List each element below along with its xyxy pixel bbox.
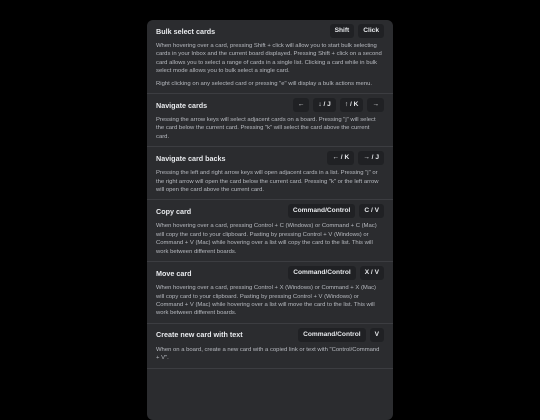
shortcut-description (156, 222, 384, 261)
shortcut-description (156, 42, 384, 93)
shortcut-header (156, 200, 384, 222)
key-badge: ↓ / J (313, 98, 335, 112)
key-badge: X / V (360, 266, 384, 280)
description-paragraph: When on a board, create a new card with a copied link or text with "Control/Command + V". (156, 346, 380, 362)
shortcut-title: Navigate card backs (156, 153, 226, 163)
shortcut-keys (327, 151, 384, 165)
shortcut-header (156, 147, 384, 169)
key-badge: Command/Control (298, 328, 366, 342)
key-badge: → / J (358, 151, 384, 165)
key-badge: ← (293, 98, 310, 112)
shortcut-title: Copy card (156, 206, 192, 216)
key-badge: Command/Control (288, 266, 356, 280)
description-paragraph: When hovering over a card, pressing Control + X (Windows) or Command + X (Mac) will copy card to your clipboard. Pasting by pressing Control + V (Windows) or Command + V (Mac) while hovering over a list will move the card to the list. This will work between different boards. (156, 285, 377, 317)
shortcut-title: Create new card with text (156, 330, 243, 340)
shortcut-description (156, 284, 384, 323)
shortcut-section-copy-card (147, 200, 393, 262)
description-paragraph: Pressing the left and right arrow keys will open adjacent cards in a list. Pressing "j" or the right arrow will open the card below the current card. Pressing "k" or the left arrow will open the card above the current card. (156, 170, 379, 194)
shortcut-keys (298, 328, 384, 342)
shortcut-description (156, 169, 384, 199)
key-badge: ↑ / K (340, 98, 364, 112)
shortcut-section-navigate-card-backs (147, 147, 393, 200)
description-paragraph: Right clicking on any selected card or pressing "e" will display a bulk actions menu. (156, 80, 373, 87)
shortcut-header (156, 20, 384, 42)
shortcuts-panel (147, 20, 393, 420)
shortcut-section-navigate-cards (147, 94, 393, 147)
shortcut-keys (293, 98, 384, 112)
description-paragraph: When hovering over a card, pressing Shift + click will allow you to start bulk selecting cards in your Inbox and the current board displayed. Pressing Shift + click on a second card allows you to select a range of cards in a single list. Clicking a card while in bulk select mode allows you to bulk select a single card. (156, 43, 382, 75)
shortcut-section-create-new-card-with-text (147, 324, 393, 369)
shortcut-keys (330, 24, 384, 38)
key-badge: Shift (330, 24, 355, 38)
shortcut-title: Move card (156, 268, 192, 278)
description-paragraph: Pressing the arrow keys will select adjacent cards on a board. Pressing "j" will select the card below the current card. Pressing "k" will select the card above the current card. (156, 117, 376, 140)
shortcut-description (156, 116, 384, 146)
key-badge: V (370, 328, 384, 342)
shortcut-header (156, 94, 384, 116)
key-badge: → (367, 98, 384, 112)
key-badge: C / V (359, 204, 384, 218)
key-badge: Click (358, 24, 384, 38)
key-badge: ← / K (327, 151, 354, 165)
shortcut-title: Bulk select cards (156, 26, 216, 36)
shortcut-title: Navigate cards (156, 100, 208, 110)
shortcut-description (156, 346, 384, 368)
description-paragraph: When hovering over a card, pressing Control + C (Windows) or Command + C (Mac) will copy the card to your clipboard. Pasting by pressing Control + V (Windows) or Command + V (Mac) while hovering over a list will copy the card to the list. This will work between different boards. (156, 223, 377, 255)
shortcut-header (156, 324, 384, 346)
shortcut-keys (288, 204, 384, 218)
shortcut-section-move-card (147, 262, 393, 324)
shortcut-section-bulk-select-cards (147, 20, 393, 94)
key-badge: Command/Control (288, 204, 356, 218)
shortcut-header (156, 262, 384, 284)
shortcut-keys (288, 266, 384, 280)
